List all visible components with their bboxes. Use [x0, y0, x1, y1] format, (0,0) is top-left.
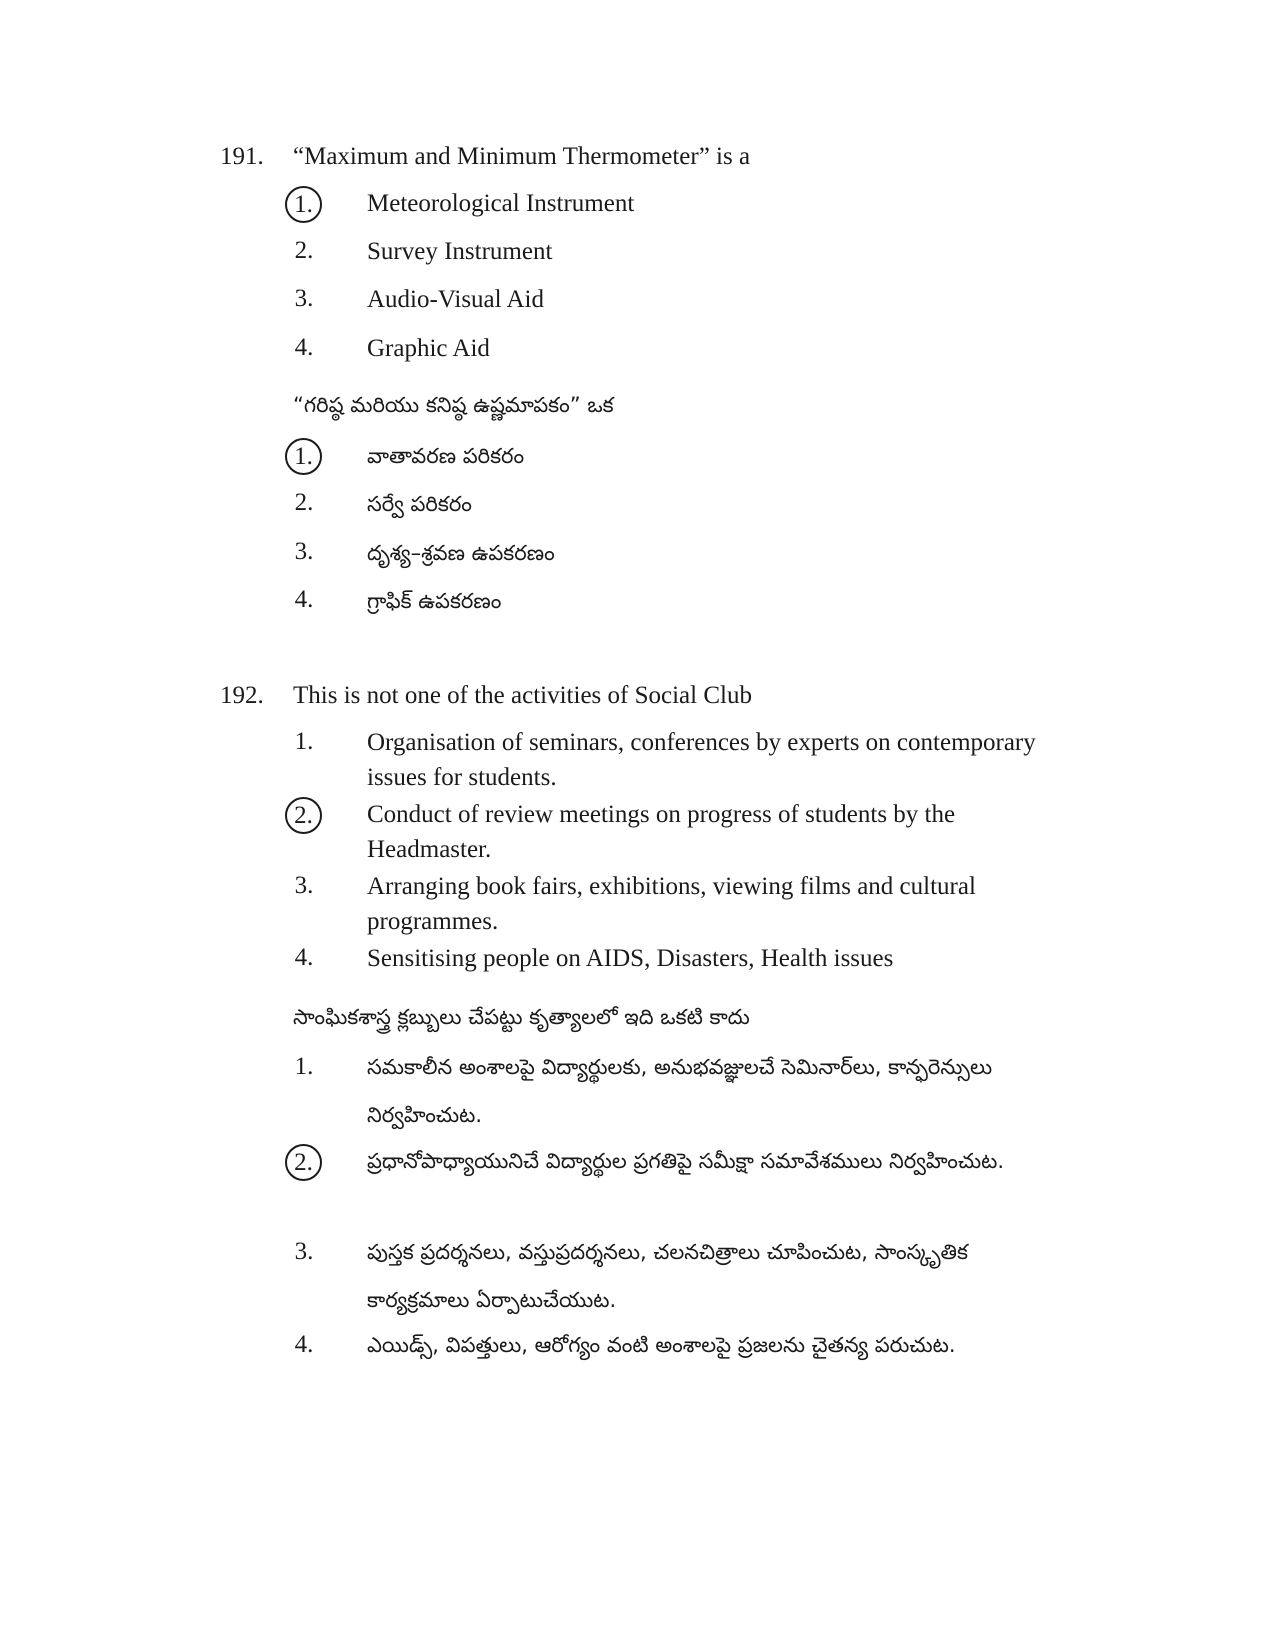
option-number: 3.	[294, 1238, 314, 1265]
circled-answer-marker: 1.	[285, 186, 322, 223]
question-stem-english: “Maximum and Minimum Thermometer” is a	[293, 143, 751, 170]
option-number: 4.	[294, 334, 314, 361]
option-number: 1.	[294, 1053, 314, 1080]
option-number: 3.	[294, 285, 314, 312]
question-stem-english: This is not one of the activities of Social Club	[293, 682, 752, 709]
option-text: Conduct of review meetings on progress of students by the Headmaster.	[367, 801, 956, 863]
question-number: 191.	[220, 143, 264, 170]
option-text: పుస్తక ప్రదర్శనలు, వస్తుప్రదర్శనలు, చలనచిత్రాలు చూపించుట, సాంస్కృతిక కార్యక్రమాలు ఏర్పాటుచేయుట.	[367, 1240, 968, 1312]
option-text: సర్వే పరికరం	[367, 492, 472, 516]
option-text: దృశ్య–శ్రవణ ఉపకరణం	[367, 541, 555, 565]
question-stem-telugu: “గరిష్ఠ మరియు కనిష్ఠ ఉష్ణమాపకం” ఒక	[293, 393, 614, 417]
option-number: 1.	[294, 728, 314, 755]
option-text: Meteorological Instrument	[367, 190, 635, 217]
question-number: 192.	[220, 682, 264, 709]
question-stem-telugu: సాంఘికశాస్త్ర క్లబ్బులు చేపట్టు కృత్యాలలో ఇది ఒకటి కాదు	[293, 1005, 750, 1029]
option-text: సమకాలీన అంశాలపై విద్యార్థులకు, అనుభవజ్ఞులచే సెమినార్‌లు, కాన్ఫరెన్సులు నిర్వహించుట.	[367, 1055, 993, 1127]
option-number: 2.	[294, 489, 314, 516]
option-text: ప్రధానోపాధ్యాయునిచే విద్యార్థుల ప్రగతిపై సమీక్షా సమావేశములు నిర్వహించుట.	[367, 1149, 1005, 1173]
option-number: 2.	[294, 237, 314, 264]
option-text: Audio-Visual Aid	[367, 286, 544, 313]
option-number: 3.	[294, 872, 314, 899]
option-text: Graphic Aid	[367, 335, 490, 362]
option-text: Survey Instrument	[367, 238, 553, 265]
circled-answer-marker: 1.	[285, 438, 322, 475]
option-text: Organisation of seminars, conferences by experts on contemporary issues for students.	[367, 729, 1036, 791]
option-number: 4.	[294, 944, 314, 971]
circled-answer-marker: 2.	[285, 797, 322, 834]
option-number: 3.	[294, 538, 314, 565]
circled-answer-marker: 2.	[285, 1144, 322, 1181]
option-text: Sensitising people on AIDS, Disasters, Health issues	[367, 945, 894, 972]
option-text: వాతావరణ పరికరం	[367, 444, 525, 468]
option-number: 4.	[294, 1331, 314, 1358]
option-text: Arranging book fairs, exhibitions, viewing films and cultural programmes.	[367, 873, 976, 935]
option-number: 4.	[294, 586, 314, 613]
option-text: గ్రాఫిక్ ఉపకరణం	[367, 589, 502, 613]
option-text: ఎయిడ్స్, విపత్తులు, ఆరోగ్యం వంటి అంశాలపై ప్రజలను చైతన్య పరుచుట.	[367, 1333, 956, 1357]
